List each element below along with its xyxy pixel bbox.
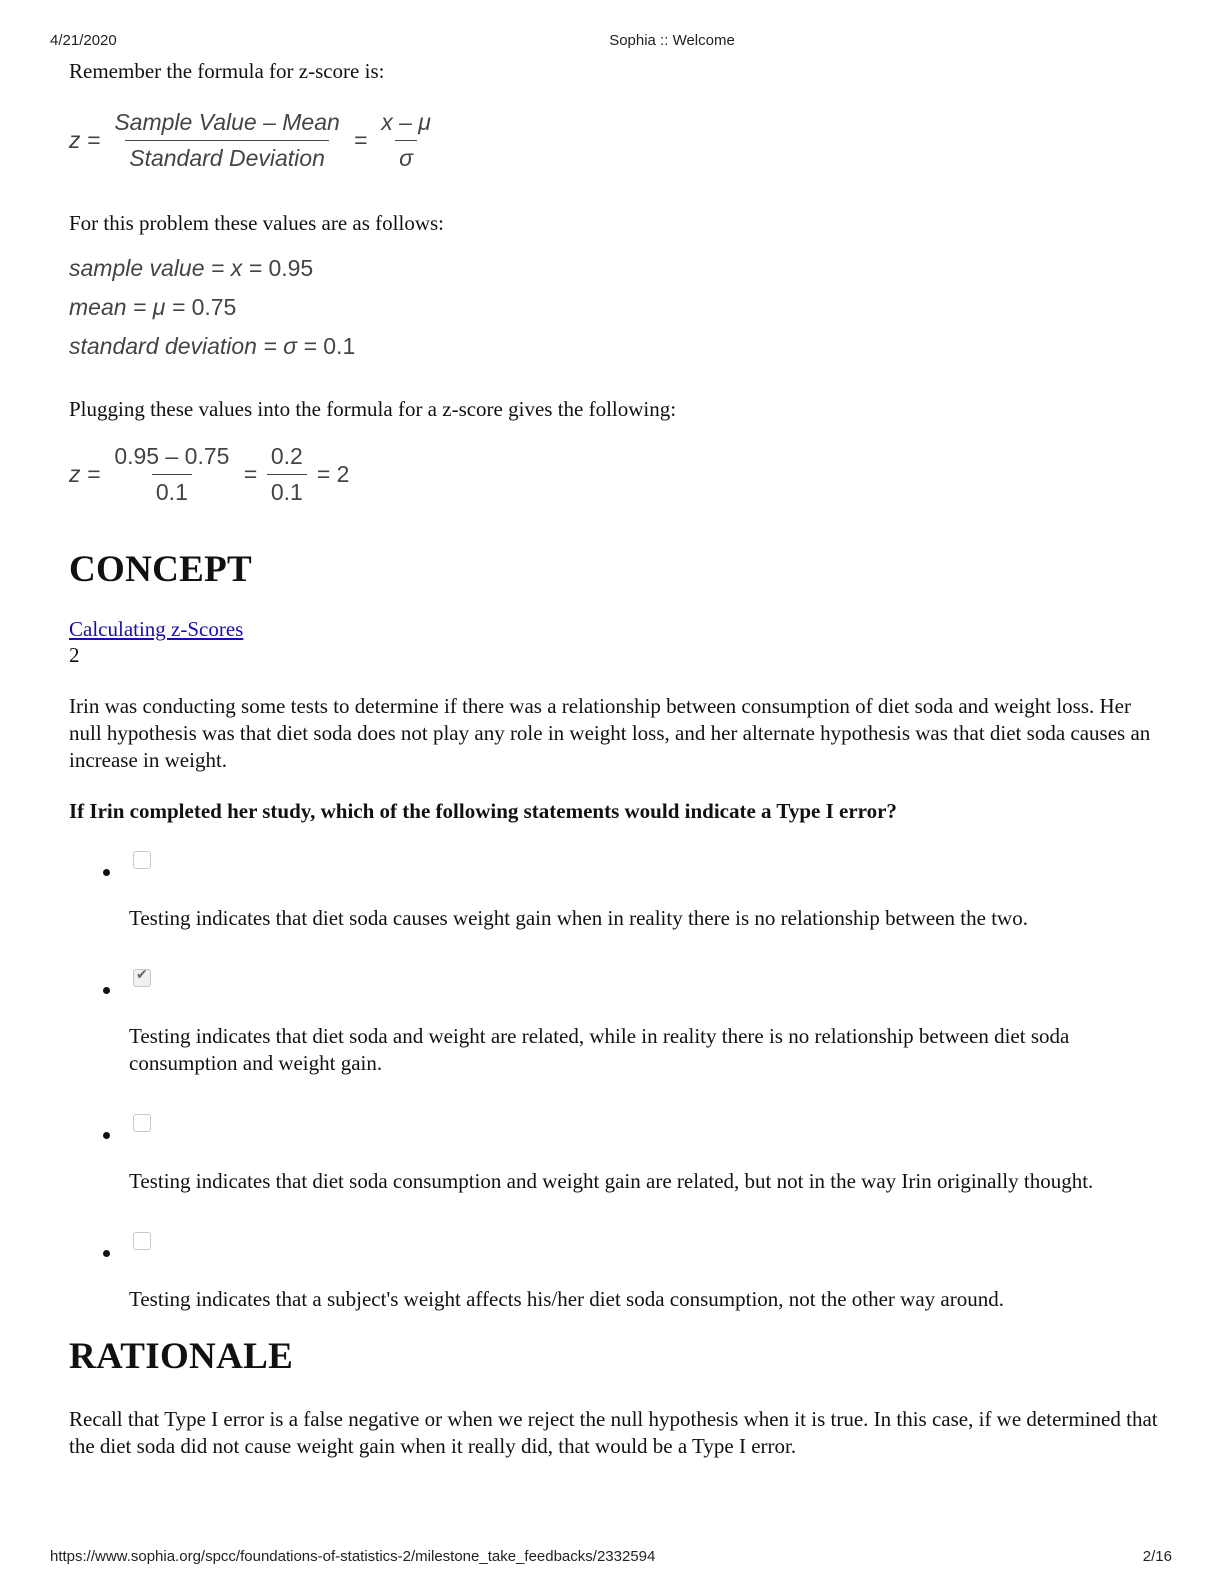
- concept-heading: CONCEPT: [69, 549, 252, 590]
- answer-option[interactable]: [129, 969, 1159, 1077]
- formula-numerator-symbols: x – μ: [381, 109, 431, 135]
- calc-fraction-1: [110, 443, 233, 506]
- rationale-text: Recall that Type I error is a false negative or when we reject the null hypothesis when it is true. In this case, if we determined that the diet soda did not cause weight gain when it really did, that would be a Type I error.: [69, 1407, 1158, 1458]
- answer-option-text: Testing indicates that diet soda and weight are related, while in reality there is no relationship between diet soda consumption and weight gain.: [129, 1024, 1070, 1075]
- value-line-mean: mean = μ = 0.75: [69, 294, 237, 320]
- calc-lhs: z =: [69, 461, 101, 487]
- rationale-heading: RATIONALE: [69, 1336, 294, 1377]
- main-content: [69, 56, 1159, 1460]
- concept-link[interactable]: Calculating z-Scores: [69, 617, 244, 641]
- bullet-icon: [103, 987, 110, 994]
- answer-option[interactable]: [129, 1114, 1159, 1195]
- formula-equals: =: [353, 127, 368, 153]
- values-intro: For this problem these values are as follows:: [69, 211, 445, 235]
- calc-result: = 2: [316, 461, 350, 487]
- print-date: 4/21/2020: [50, 32, 117, 49]
- checkbox-checked[interactable]: [133, 969, 151, 987]
- footer-url: https://www.sophia.org/spcc/foundations-of-statistics-2/milestone_take_feedbacks/2332594: [50, 1548, 656, 1565]
- formula-denominator-symbols: σ: [395, 140, 417, 172]
- bullet-icon: [103, 1132, 110, 1139]
- answer-option[interactable]: [129, 851, 1159, 932]
- question-scenario: Irin was conducting some tests to determine if there was a relationship between consumption of diet soda and weight loss. Her null hypothesis was that diet soda does not play any role in weight loss, and her alternate hypothesis was that diet soda causes an increase in weight.: [69, 694, 1151, 772]
- checkbox-unchecked[interactable]: [133, 1232, 151, 1250]
- value-line-sample: sample value = x = 0.95: [69, 255, 314, 281]
- question-number: 2: [69, 643, 80, 667]
- calc-numerator-1: 0.95 – 0.75: [114, 443, 230, 469]
- formula-intro: Remember the formula for z-score is:: [69, 59, 385, 83]
- formula-fraction-symbols: [377, 109, 435, 172]
- answer-option-text: Testing indicates that a subject's weight affects his/her diet soda consumption, not the other way around.: [129, 1287, 1004, 1311]
- answer-option[interactable]: [129, 1232, 1159, 1313]
- plugging-intro: Plugging these values into the formula for a z-score gives the following:: [69, 397, 677, 421]
- checkbox-unchecked[interactable]: [133, 1114, 151, 1132]
- calc-denominator-2: 0.1: [267, 474, 307, 506]
- bullet-icon: [103, 869, 110, 876]
- bullet-icon: [103, 1250, 110, 1257]
- formula-numerator-words: Sample Value – Mean: [114, 109, 340, 135]
- page-counter: 2/16: [1142, 1548, 1172, 1565]
- answer-option-text: Testing indicates that diet soda consumption and weight gain are related, but not in the way Irin originally thought.: [129, 1169, 1094, 1193]
- zscore-formula: [69, 109, 1159, 172]
- calc-equals: =: [243, 461, 257, 487]
- calc-numerator-2: 0.2: [270, 443, 303, 469]
- calc-denominator-1: 0.1: [152, 474, 192, 506]
- answer-option-text: Testing indicates that diet soda causes weight gain when in reality there is no relationship between the two.: [129, 906, 1028, 930]
- page-title: Sophia :: Welcome: [609, 32, 735, 49]
- checkbox-unchecked[interactable]: [133, 851, 151, 869]
- question-prompt: If Irin completed her study, which of the following statements would indicate a Type I error?: [69, 799, 897, 823]
- formula-denominator-words: Standard Deviation: [125, 140, 329, 172]
- formula-fraction-words: [110, 109, 343, 172]
- calc-fraction-2: [267, 443, 307, 506]
- formula-lhs: z =: [69, 127, 101, 153]
- concept-link-row: [69, 617, 1159, 642]
- value-line-sd: standard deviation = σ = 0.1: [69, 333, 356, 359]
- problem-values: [69, 249, 1159, 366]
- zscore-calculation: [69, 443, 1159, 506]
- answer-options: [69, 851, 1159, 1313]
